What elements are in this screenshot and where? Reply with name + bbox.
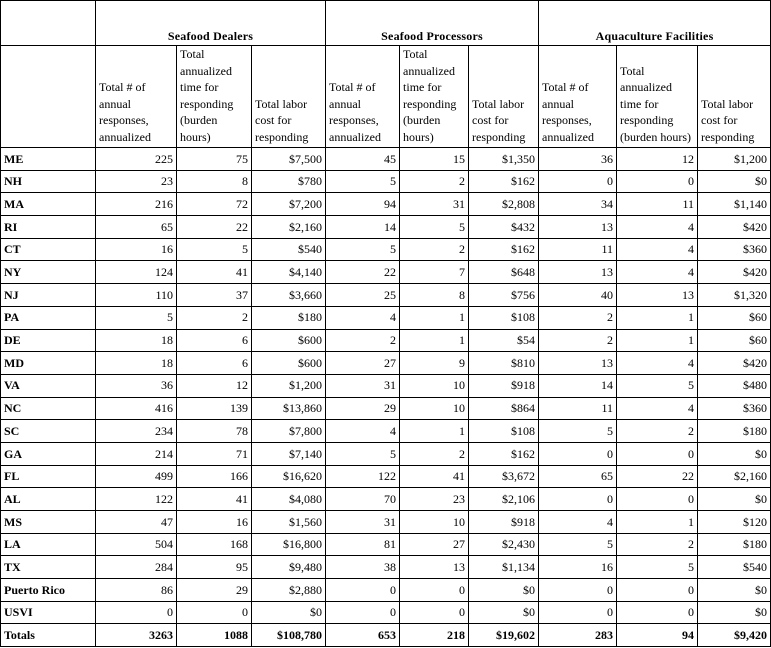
table-cell: $1,134 [469,556,539,579]
table-row [1,442,771,465]
row-label: ME [1,148,96,171]
table-row [1,170,771,193]
table-cell: 0 [539,488,617,511]
table-cell: 9 [400,352,469,375]
table-cell: $0 [469,579,539,602]
table-cell: 65 [96,216,177,239]
table-cell: 11 [539,238,617,261]
table-cell: 5 [617,556,698,579]
table-cell: 10 [400,397,469,420]
table-cell: $0 [698,170,771,193]
row-label: USVI [1,601,96,624]
table-cell: 13 [400,556,469,579]
table-cell: $756 [469,284,539,307]
table-cell: 16 [96,238,177,261]
table-cell: 2 [539,306,617,329]
table-cell: $19,602 [469,624,539,647]
table-cell: 0 [326,601,400,624]
table-cell: 214 [96,442,177,465]
table-cell: $864 [469,397,539,420]
column-header: Total # of annual responses, annualized [326,46,400,148]
table-cell: 27 [326,352,400,375]
table-cell: 22 [326,261,400,284]
table-cell: 29 [177,579,252,602]
table-cell: $3,672 [469,465,539,488]
table-cell: 12 [617,148,698,171]
table-cell: $16,620 [252,465,326,488]
table-row [1,216,771,239]
table-cell: $0 [252,601,326,624]
table-cell: $1,200 [698,148,771,171]
table-cell: 1088 [177,624,252,647]
row-label: VA [1,374,96,397]
state-column-header [1,46,96,148]
table-cell: $918 [469,511,539,534]
table-cell: 1 [400,420,469,443]
table-cell: 34 [539,193,617,216]
row-label: DE [1,329,96,352]
table-cell: 94 [617,624,698,647]
column-header: Total labor cost for responding [252,46,326,148]
table-cell: $60 [698,329,771,352]
table-cell: $918 [469,374,539,397]
table-cell: 0 [617,601,698,624]
table-cell: 11 [539,397,617,420]
row-label: TX [1,556,96,579]
table-cell: 5 [617,374,698,397]
table-cell: 2 [400,442,469,465]
group-header-seafood-dealers: Seafood Dealers [96,1,326,46]
table-cell: 283 [539,624,617,647]
table-cell: 2 [539,329,617,352]
table-cell: 5 [326,170,400,193]
table-cell: $0 [698,601,771,624]
table-row [1,397,771,420]
table-cell: 13 [539,216,617,239]
table-cell: $2,160 [252,216,326,239]
table-cell: $60 [698,306,771,329]
table-row [1,329,771,352]
table-row [1,556,771,579]
table-cell: 70 [326,488,400,511]
row-label: NJ [1,284,96,307]
table-cell: 81 [326,533,400,556]
table-cell: 86 [96,579,177,602]
table-cell: $2,808 [469,193,539,216]
table-cell: 41 [400,465,469,488]
table-row [1,420,771,443]
table-row [1,352,771,375]
table-cell: $780 [252,170,326,193]
table-cell: 4 [617,397,698,420]
table-cell: $9,420 [698,624,771,647]
table-cell: 16 [177,511,252,534]
table-cell: 23 [96,170,177,193]
table-cell: 37 [177,284,252,307]
table-cell: 653 [326,624,400,647]
table-cell: 0 [96,601,177,624]
column-header: Total annualized time for responding (burden hours) [177,46,252,148]
group-header-aquaculture-facilities: Aquaculture Facilities [539,1,771,46]
table-cell: $360 [698,238,771,261]
table-cell: 284 [96,556,177,579]
table-cell: 5 [326,238,400,261]
table-cell: 14 [539,374,617,397]
table-cell: 504 [96,533,177,556]
table-cell: 16 [539,556,617,579]
row-label: Puerto Rico [1,579,96,602]
table-cell: 5 [326,442,400,465]
table-cell: 0 [617,488,698,511]
table-cell: $108 [469,420,539,443]
table-row [1,238,771,261]
table-cell: $540 [698,556,771,579]
table-cell: $4,080 [252,488,326,511]
table-row [1,511,771,534]
table-cell: 2 [400,170,469,193]
table-cell: $2,430 [469,533,539,556]
table-cell: $7,800 [252,420,326,443]
table-cell: 5 [177,238,252,261]
row-label: PA [1,306,96,329]
table-cell: 4 [617,238,698,261]
row-label: SC [1,420,96,443]
row-label: NC [1,397,96,420]
table-cell: $432 [469,216,539,239]
table-cell: 94 [326,193,400,216]
table-cell: 1 [617,306,698,329]
table-cell: 8 [400,284,469,307]
table-cell: 1 [400,329,469,352]
table-cell: $16,800 [252,533,326,556]
table-cell: 216 [96,193,177,216]
row-label: AL [1,488,96,511]
table-cell: $1,140 [698,193,771,216]
table-cell: 13 [539,261,617,284]
row-label: MD [1,352,96,375]
table-cell: 139 [177,397,252,420]
table-cell: 23 [400,488,469,511]
table-cell: 72 [177,193,252,216]
corner-cell [1,1,96,46]
table-cell: 4 [617,261,698,284]
column-header: Total labor cost for responding [698,46,771,148]
table-cell: 10 [400,374,469,397]
table-cell: $1,350 [469,148,539,171]
table-cell: 10 [400,511,469,534]
table-cell: 0 [617,579,698,602]
table-cell: 12 [177,374,252,397]
row-label: NY [1,261,96,284]
table-cell: $810 [469,352,539,375]
row-label: GA [1,442,96,465]
table-cell: 65 [539,465,617,488]
row-label: RI [1,216,96,239]
row-label: NH [1,170,96,193]
table-cell: 1 [400,306,469,329]
column-header: Total annualized time for responding (burden hours) [400,46,469,148]
table-cell: $600 [252,352,326,375]
table-body [1,148,771,647]
table-cell: 36 [96,374,177,397]
table-row [1,579,771,602]
table-cell: 14 [326,216,400,239]
table-cell: 3263 [96,624,177,647]
table-cell: 29 [326,397,400,420]
table-cell: 0 [400,579,469,602]
table-cell: 95 [177,556,252,579]
table-cell: 11 [617,193,698,216]
table-cell: 0 [539,601,617,624]
table-cell: 36 [539,148,617,171]
column-header: Total # of annual responses, annualized [539,46,617,148]
table-cell: 0 [539,579,617,602]
table-cell: 0 [617,442,698,465]
table-cell: $108,780 [252,624,326,647]
table-cell: 13 [617,284,698,307]
row-label: CT [1,238,96,261]
table-cell: $480 [698,374,771,397]
table-cell: 6 [177,329,252,352]
table-row [1,306,771,329]
table-cell: 45 [326,148,400,171]
table-cell: 2 [400,238,469,261]
table-cell: $1,320 [698,284,771,307]
table-cell: 78 [177,420,252,443]
table-cell: $648 [469,261,539,284]
table-cell: 18 [96,329,177,352]
table-cell: 168 [177,533,252,556]
table-cell: 5 [96,306,177,329]
table-cell: $7,200 [252,193,326,216]
table-cell: 0 [617,170,698,193]
table-cell: 47 [96,511,177,534]
table-cell: $0 [698,579,771,602]
column-header: Total annualized time for responding (burden hours) [617,46,698,148]
row-label: MS [1,511,96,534]
table-cell: 8 [177,170,252,193]
table-cell: 122 [326,465,400,488]
table-cell: 0 [400,601,469,624]
table-cell: $420 [698,261,771,284]
table-cell: $0 [698,442,771,465]
table-cell: 6 [177,352,252,375]
table-cell: 2 [617,533,698,556]
table-cell: $7,140 [252,442,326,465]
table-cell: 122 [96,488,177,511]
table-cell: 31 [326,374,400,397]
table-row [1,533,771,556]
table-cell: 5 [400,216,469,239]
table-cell: 1 [617,511,698,534]
table-cell: $9,480 [252,556,326,579]
table-cell: 0 [539,170,617,193]
table-cell: 0 [177,601,252,624]
table-cell: 25 [326,284,400,307]
table-cell: 71 [177,442,252,465]
table-cell: $54 [469,329,539,352]
table-cell: 416 [96,397,177,420]
table-cell: $2,880 [252,579,326,602]
table-cell: 4 [617,352,698,375]
table-cell: $3,660 [252,284,326,307]
table-row [1,465,771,488]
table-cell: $360 [698,397,771,420]
table-cell: 18 [96,352,177,375]
table-cell: $7,500 [252,148,326,171]
table-cell: $180 [252,306,326,329]
group-header-seafood-processors: Seafood Processors [326,1,539,46]
table-cell: 5 [539,420,617,443]
table-cell: 110 [96,284,177,307]
row-label: MA [1,193,96,216]
table-row [1,148,771,171]
table-row [1,261,771,284]
row-label: Totals [1,624,96,647]
table-row [1,488,771,511]
table-cell: $0 [469,601,539,624]
table-cell: $13,860 [252,397,326,420]
table-cell: 22 [617,465,698,488]
table-cell: 22 [177,216,252,239]
table-cell: 31 [326,511,400,534]
table-cell: 41 [177,488,252,511]
table-cell: $162 [469,238,539,261]
table-cell: 124 [96,261,177,284]
column-header: Total # of annual responses, annualized [96,46,177,148]
table-cell: 4 [617,216,698,239]
table-cell: 40 [539,284,617,307]
table-cell: 4 [326,420,400,443]
table-cell: $2,106 [469,488,539,511]
table-cell: $1,200 [252,374,326,397]
table-cell: $180 [698,533,771,556]
table-cell: $162 [469,170,539,193]
table-cell: 166 [177,465,252,488]
table-cell: $108 [469,306,539,329]
table-cell: 2 [617,420,698,443]
table-cell: 27 [400,533,469,556]
table-cell: $4,140 [252,261,326,284]
table-cell: 5 [539,533,617,556]
table-cell: 13 [539,352,617,375]
table-row [1,374,771,397]
table-cell: $600 [252,329,326,352]
column-header: Total labor cost for responding [469,46,539,148]
row-label: LA [1,533,96,556]
table-cell: 218 [400,624,469,647]
table-cell: $162 [469,442,539,465]
table-cell: $540 [252,238,326,261]
table-cell: $180 [698,420,771,443]
table-cell: 234 [96,420,177,443]
table-cell: 499 [96,465,177,488]
table-cell: 31 [400,193,469,216]
table-cell: 4 [539,511,617,534]
table-cell: 75 [177,148,252,171]
table-cell: 225 [96,148,177,171]
table-cell: $420 [698,352,771,375]
table-cell: 38 [326,556,400,579]
table-cell: $0 [698,488,771,511]
column-header-row [1,46,771,148]
table-cell: $2,160 [698,465,771,488]
table-cell: 2 [177,306,252,329]
row-label: FL [1,465,96,488]
table-row [1,601,771,624]
table-cell: 15 [400,148,469,171]
table-cell: $1,560 [252,511,326,534]
totals-row [1,624,771,647]
table-cell: 0 [539,442,617,465]
table-cell: 41 [177,261,252,284]
table-cell: 1 [617,329,698,352]
table-row [1,284,771,307]
table-cell: 4 [326,306,400,329]
table-row [1,193,771,216]
table-cell: 2 [326,329,400,352]
table-cell: 7 [400,261,469,284]
table-cell: $420 [698,216,771,239]
table-cell: 0 [326,579,400,602]
table-cell: $120 [698,511,771,534]
group-header-row [1,1,771,46]
